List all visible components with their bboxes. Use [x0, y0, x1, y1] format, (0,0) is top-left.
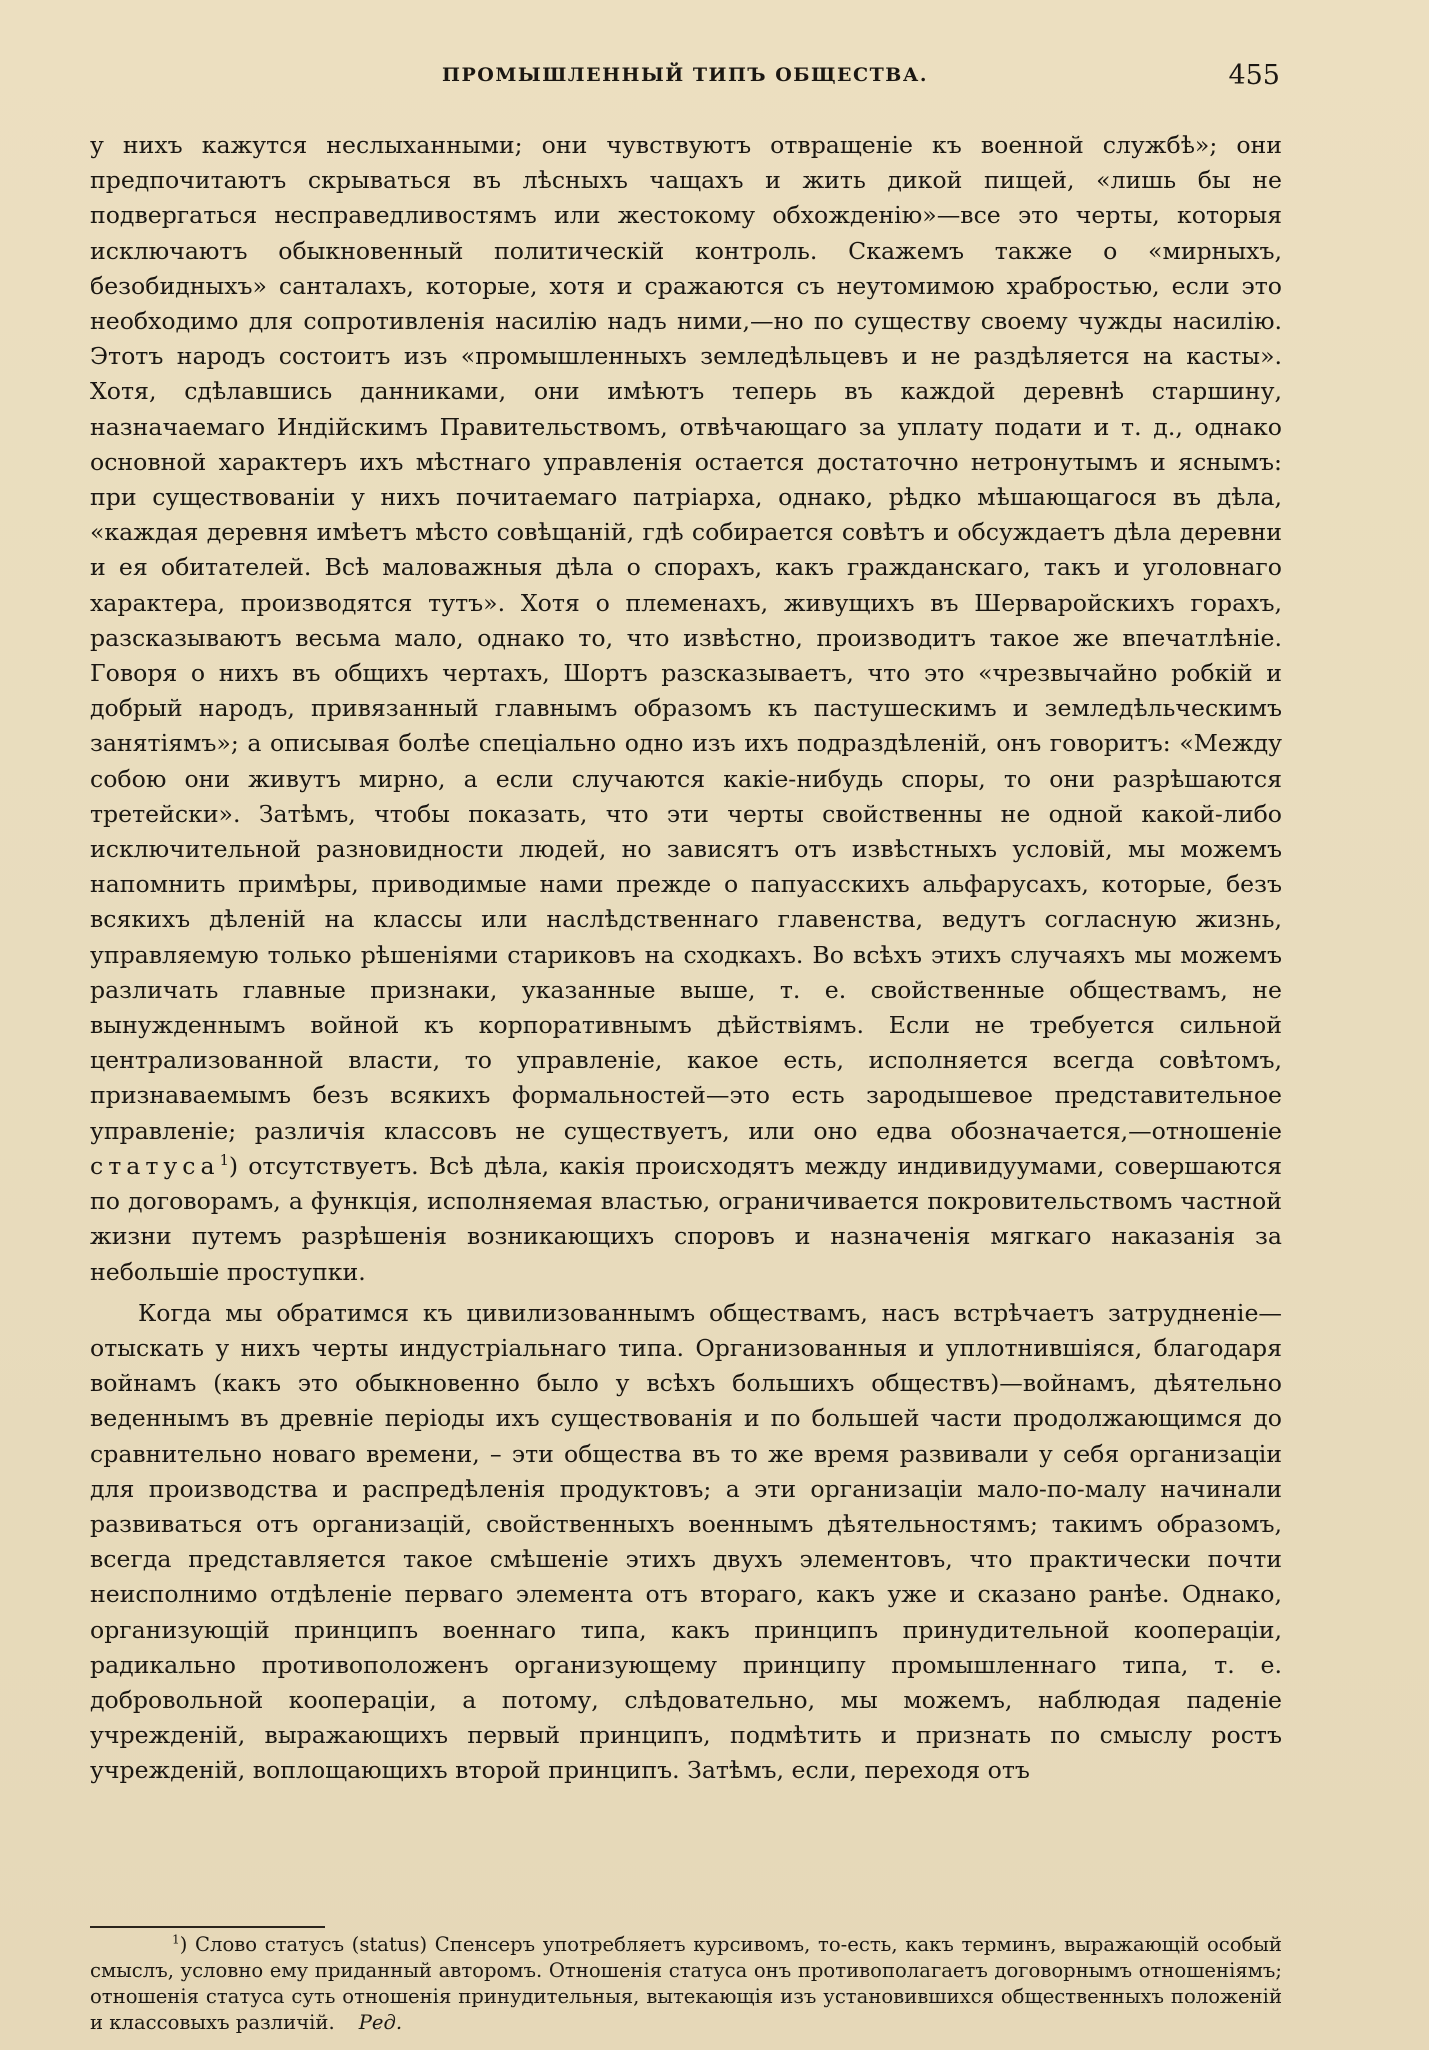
page-header	[90, 60, 1280, 94]
spaced-emphasis-status: статуса	[90, 1151, 220, 1180]
paragraph-1-text-after: ) отсутствуетъ. Всѣ дѣла, какія происходятъ между индивидуумами, совершаются по договорамъ, а функція, исполняемая властью, ограничивается покровительствомъ частной жизни путемъ разрѣшенія возникающихъ споровъ и назначенія мягкаго наказанія за небольшіе проступки.	[90, 1151, 1282, 1286]
footnote-divider	[90, 1926, 325, 1928]
main-text	[90, 128, 1282, 1795]
paragraph-2: Когда мы обратимся къ цивилизованнымъ обществамъ, насъ встрѣчаетъ затрудненіе—отыскать у нихъ черты индустріальнаго типа. Организованныя и уплотнившіяся, благодаря войнамъ (какъ это обыкновенно было у всѣхъ большихъ обществъ)—войнамъ, дѣятельно веденнымъ въ древніе періоды ихъ существованія и по большей части продолжающимся до сравнительно новаго времени, – эти общества въ то же время развивали у себя организаціи для производства и распредѣленія продуктовъ; а эти организаціи мало-по-малу начинали развиваться отъ организацій, свойственныхъ военнымъ дѣятельностямъ; такимъ образомъ, всегда представляется такое смѣшеніе этихъ двухъ элементовъ, что практически почти неисполнимо отдѣленіе перваго элемента отъ втораго, какъ уже и сказано ранѣе. Однако, организующій принципъ военнаго типа, какъ принципъ принудительной коопераціи, радикально противоположенъ организующему принципу промышленнаго типа, т. е. добровольной коопераціи, а потому, слѣдовательно, мы можемъ, наблюдая паденіе учрежденій, выражающихъ первый принципъ, подмѣтить и признать по смыслу ростъ учрежденій, воплощающихъ второй принципъ. Затѣмъ, если, переходя отъ	[90, 1298, 1282, 1785]
footnote-reference[interactable]: 1	[219, 1152, 229, 1170]
paragraph-1	[90, 128, 1282, 1290]
footnote-marker: 1	[172, 1932, 180, 1947]
footnote-latin-word: status	[359, 1933, 420, 1956]
footnote-text-after: ) Спенсеръ употребляетъ курсивомъ, то-есть, какъ терминъ, выражающій особый смыслъ, условно ему приданный авторомъ. Отношенія статуса онъ противополагаетъ договорнымъ отношеніямъ; отношенія статуса суть отношенія принудительныя, вытекающія изъ установившихся общественныхъ положеній и классовыхъ различій.	[90, 1933, 1282, 2034]
editor-mark: Ред.	[358, 2011, 403, 2034]
footnote	[90, 1932, 1282, 2036]
running-title: ПРОМЫШЛЕННЫЙ ТИПЪ ОБЩЕСТВА.	[442, 64, 928, 86]
footnote-text-before: ) Слово статусъ (	[179, 1933, 360, 1956]
paragraph-1-text-before: у нихъ кажутся неслыханными; они чувствуютъ отвращеніе къ военной службѣ»; они предпочитаютъ скрываться въ лѣсныхъ чащахъ и жить дикой пищей, «лишь бы не подвергаться несправедливостямъ или жестокому обхожденію»—все это черты, которыя исключаютъ обыкновенный политическій контроль. Скажемъ также о «мирныхъ, безобидныхъ» санталахъ, которые, хотя и сражаются съ неутомимою храбростью, если это необходимо для сопротивленія насилію надъ ними,—но по существу своему чужды насилію. Этотъ народъ состоитъ изъ «промышленныхъ земледѣльцевъ и не раздѣляется на касты». Хотя, сдѣлавшись данниками, они имѣютъ теперь въ каждой деревнѣ старшину, назначаемаго Индійскимъ Правительствомъ, отвѣчающаго за уплату подати и т. д., однако основной характеръ ихъ мѣстнаго управленія остается достаточно нетронутымъ и яснымъ: при существованіи у нихъ почитаемаго патріарха, однако, рѣдко мѣшающагося въ дѣла, «каждая деревня имѣетъ мѣсто совѣщаній, гдѣ собирается совѣтъ и обсуждаетъ дѣла деревни и ея обитателей. Всѣ маловажныя дѣла о спорахъ, какъ гражданскаго, такъ и уголовнаго характера, производятся тутъ». Хотя о племенахъ, живущихъ въ Шерваройскихъ горахъ, разсказываютъ весьма мало, однако то, что извѣстно, производитъ такое же впечатлѣніе. Говоря о нихъ въ общихъ чертахъ, Шортъ разсказываетъ, что это «чрезвычайно робкій и добрый народъ, привязанный главнымъ образомъ къ пастушескимъ и земледѣльческимъ занятіямъ»; а описывая болѣе спеціально одно изъ ихъ подраздѣленій, онъ говоритъ: «Между собою они живутъ мирно, а если случаются какіе-нибудь споры, то они разрѣшаются третейски». Затѣмъ, чтобы показать, что эти черты свойственны не одной какой-либо исключительной разновидности людей, но зависятъ отъ извѣстныхъ условій, мы можемъ напомнить примѣры, приводимые нами прежде о папуасскихъ альфарусахъ, которые, безъ всякихъ дѣленій на классы или наслѣдственнаго главенства, ведутъ согласную жизнь, управляемую только рѣшеніями стариковъ на сходкахъ. Во всѣхъ этихъ случаяхъ мы можемъ различать главные признаки, указанные выше, т. е. свойственные обществамъ, не вынужденнымъ войной къ корпоративнымъ дѣйствіямъ. Если не требуется сильной централизованной власти, то управленіе, какое есть, исполняется всегда совѣтомъ, признаваемымъ безъ всякихъ формальностей—это есть зародышевое представительное управленіе; различія классовъ не существуетъ, или оно едва обозначается,—отношеніе	[90, 131, 1282, 1145]
page-number: 455	[1228, 60, 1280, 91]
